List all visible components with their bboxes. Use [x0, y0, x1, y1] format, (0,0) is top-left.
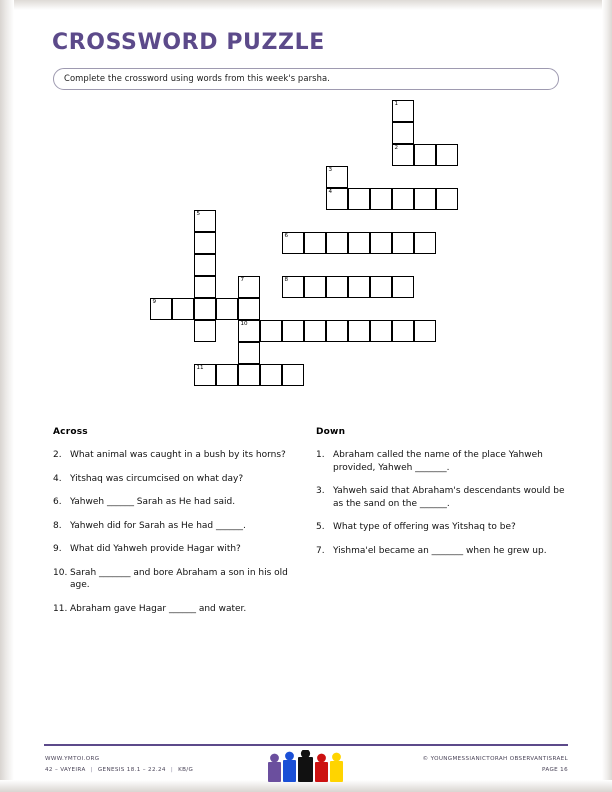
crossword-cell-number: 10 [240, 320, 248, 327]
across-clue-text: Yahweh ______ Sarah as He had said. [70, 497, 236, 507]
footer-page-number: PAGE 16 [542, 767, 568, 773]
across-clue-text: Yahweh did for Sarah as He had ______. [70, 520, 246, 531]
down-clue-number: 1. [316, 450, 325, 460]
crossword-cell-number: 2 [394, 144, 399, 151]
crossword-cell[interactable] [370, 232, 392, 254]
across-clue-list [53, 449, 303, 615]
across-clue-item [53, 520, 303, 533]
crossword-cell-number: 9 [152, 298, 157, 305]
across-clue-item [53, 567, 303, 592]
crossword-cell[interactable] [326, 276, 348, 298]
crossword-cell[interactable] [414, 188, 436, 210]
crossword-cell[interactable] [216, 298, 238, 320]
footer-lesson-line [45, 765, 193, 776]
across-clue-number: 4. [53, 473, 62, 484]
crossword-cell-number: 4 [328, 188, 333, 195]
crossword-cell[interactable] [260, 320, 282, 342]
across-clue-item [53, 496, 303, 509]
down-clue-column [316, 427, 566, 568]
page-title: CROSSWORD PUZZLE [52, 30, 325, 55]
across-heading: Across [53, 427, 88, 437]
down-clue-text: Abraham called the name of the place Yahweh provided, Yahweh _______. [333, 450, 543, 473]
footer-website[interactable]: WWW.YMTOI.ORG [45, 756, 100, 762]
crossword-cell-number: 3 [328, 166, 333, 173]
crossword-cell[interactable] [238, 276, 260, 298]
crossword-cell[interactable] [194, 254, 216, 276]
down-clue-text: Yahweh said that Abraham's descendants would be as the sand on the ______. [333, 486, 565, 509]
crossword-cell[interactable] [370, 188, 392, 210]
crossword-cell[interactable] [348, 188, 370, 210]
across-clue-text: Abraham gave Hagar ______ and water. [70, 603, 247, 614]
footer-separator-1: | [90, 767, 93, 773]
crossword-cell[interactable] [150, 298, 172, 320]
crossword-cell[interactable] [282, 364, 304, 386]
crossword-cell[interactable] [238, 364, 260, 386]
crossword-cell[interactable] [392, 320, 414, 342]
crossword-cell[interactable] [304, 232, 326, 254]
crossword-cell[interactable] [194, 364, 216, 386]
crossword-cell[interactable] [194, 276, 216, 298]
crossword-cell[interactable] [172, 298, 194, 320]
crossword-cell[interactable] [304, 320, 326, 342]
across-clue-item [53, 603, 303, 616]
crossword-cell[interactable] [326, 166, 348, 188]
down-clue-list [316, 449, 566, 557]
across-clue-column [53, 427, 303, 626]
crossword-cell[interactable] [370, 320, 392, 342]
crossword-cell[interactable] [392, 276, 414, 298]
across-clue-item [53, 449, 303, 462]
crossword-cell[interactable] [392, 232, 414, 254]
down-clue-text: What type of offering was Yitshaq to be? [333, 522, 516, 532]
across-clue-text: Yitshaq was circumcised on what day? [70, 473, 244, 484]
crossword-cell[interactable] [348, 320, 370, 342]
crossword-cell[interactable] [282, 320, 304, 342]
crossword-cell[interactable] [348, 232, 370, 254]
down-clue-number: 5. [316, 522, 325, 532]
down-heading: Down [316, 427, 346, 437]
crossword-cell[interactable] [392, 100, 414, 122]
across-clue-number: 10. [53, 567, 68, 578]
crossword-cell-number: 6 [284, 232, 289, 239]
across-clue-item [53, 543, 303, 556]
down-clue-number: 3. [316, 486, 325, 496]
crossword-cell[interactable] [326, 188, 348, 210]
crossword-cell[interactable] [414, 232, 436, 254]
crossword-cell-number: 5 [196, 210, 201, 217]
crossword-cell[interactable] [326, 232, 348, 254]
crossword-cell[interactable] [238, 298, 260, 320]
crossword-cell[interactable] [260, 364, 282, 386]
footer-reference: GENESIS 18.1 – 22.24 [97, 767, 166, 773]
crossword-cell[interactable] [216, 364, 238, 386]
crossword-cell[interactable] [392, 188, 414, 210]
crossword-cell[interactable] [414, 320, 436, 342]
footer-divider [44, 744, 568, 746]
across-clue-number: 8. [53, 520, 62, 531]
crossword-cell[interactable] [436, 144, 458, 166]
crossword-cell[interactable] [370, 276, 392, 298]
footer-separator-2: | [170, 767, 174, 773]
across-clue-item [53, 473, 303, 486]
crossword-cell-number: 7 [240, 276, 245, 283]
down-clue-item [316, 485, 566, 510]
crossword-cell[interactable] [238, 342, 260, 364]
crossword-cell[interactable] [392, 144, 414, 166]
crossword-cell[interactable] [436, 188, 458, 210]
crossword-cell-number: 11 [196, 364, 204, 371]
crossword-cell[interactable] [282, 276, 304, 298]
organization-logo-icon [266, 750, 346, 784]
crossword-cell[interactable] [326, 320, 348, 342]
across-clue-number: 6. [53, 497, 62, 507]
crossword-cell[interactable] [414, 144, 436, 166]
footer-lesson: 42 – VAYEIRA [45, 767, 86, 773]
crossword-cell[interactable] [238, 320, 260, 342]
crossword-cell[interactable] [282, 232, 304, 254]
crossword-cell[interactable] [194, 320, 216, 342]
across-clue-number: 11. [53, 603, 68, 614]
crossword-cell[interactable] [194, 232, 216, 254]
down-clue-number: 7. [316, 545, 325, 556]
across-clue-number: 2. [53, 450, 62, 460]
crossword-cell[interactable] [194, 210, 216, 232]
instruction-text: Complete the crossword using words from this week's parsha. [64, 73, 330, 83]
crossword-cell-number: 1 [394, 100, 399, 107]
crossword-cell[interactable] [194, 298, 216, 320]
crossword-cell[interactable] [348, 276, 370, 298]
across-clue-text: What animal was caught in a bush by its horns? [70, 450, 286, 460]
across-clue-number: 9. [53, 544, 62, 554]
down-clue-item [316, 449, 566, 474]
crossword-cell[interactable] [392, 122, 414, 144]
down-clue-item [316, 545, 566, 558]
footer-copyright: © YOUNGMESSIANICTORAH OBSERVANTISRAEL [422, 756, 568, 762]
down-clue-item [316, 521, 566, 534]
across-clue-text: Sarah _______ and bore Abraham a son in his old age. [70, 567, 288, 590]
footer-left-block [45, 754, 193, 776]
crossword-cell[interactable] [304, 276, 326, 298]
footer-code: KB/G [178, 767, 194, 773]
across-clue-text: What did Yahweh provide Hagar with? [70, 544, 241, 554]
crossword-cell-number: 8 [284, 276, 289, 283]
footer-right-block [423, 754, 568, 776]
down-clue-text: Yishma'el became an _______ when he grew up. [333, 545, 547, 556]
